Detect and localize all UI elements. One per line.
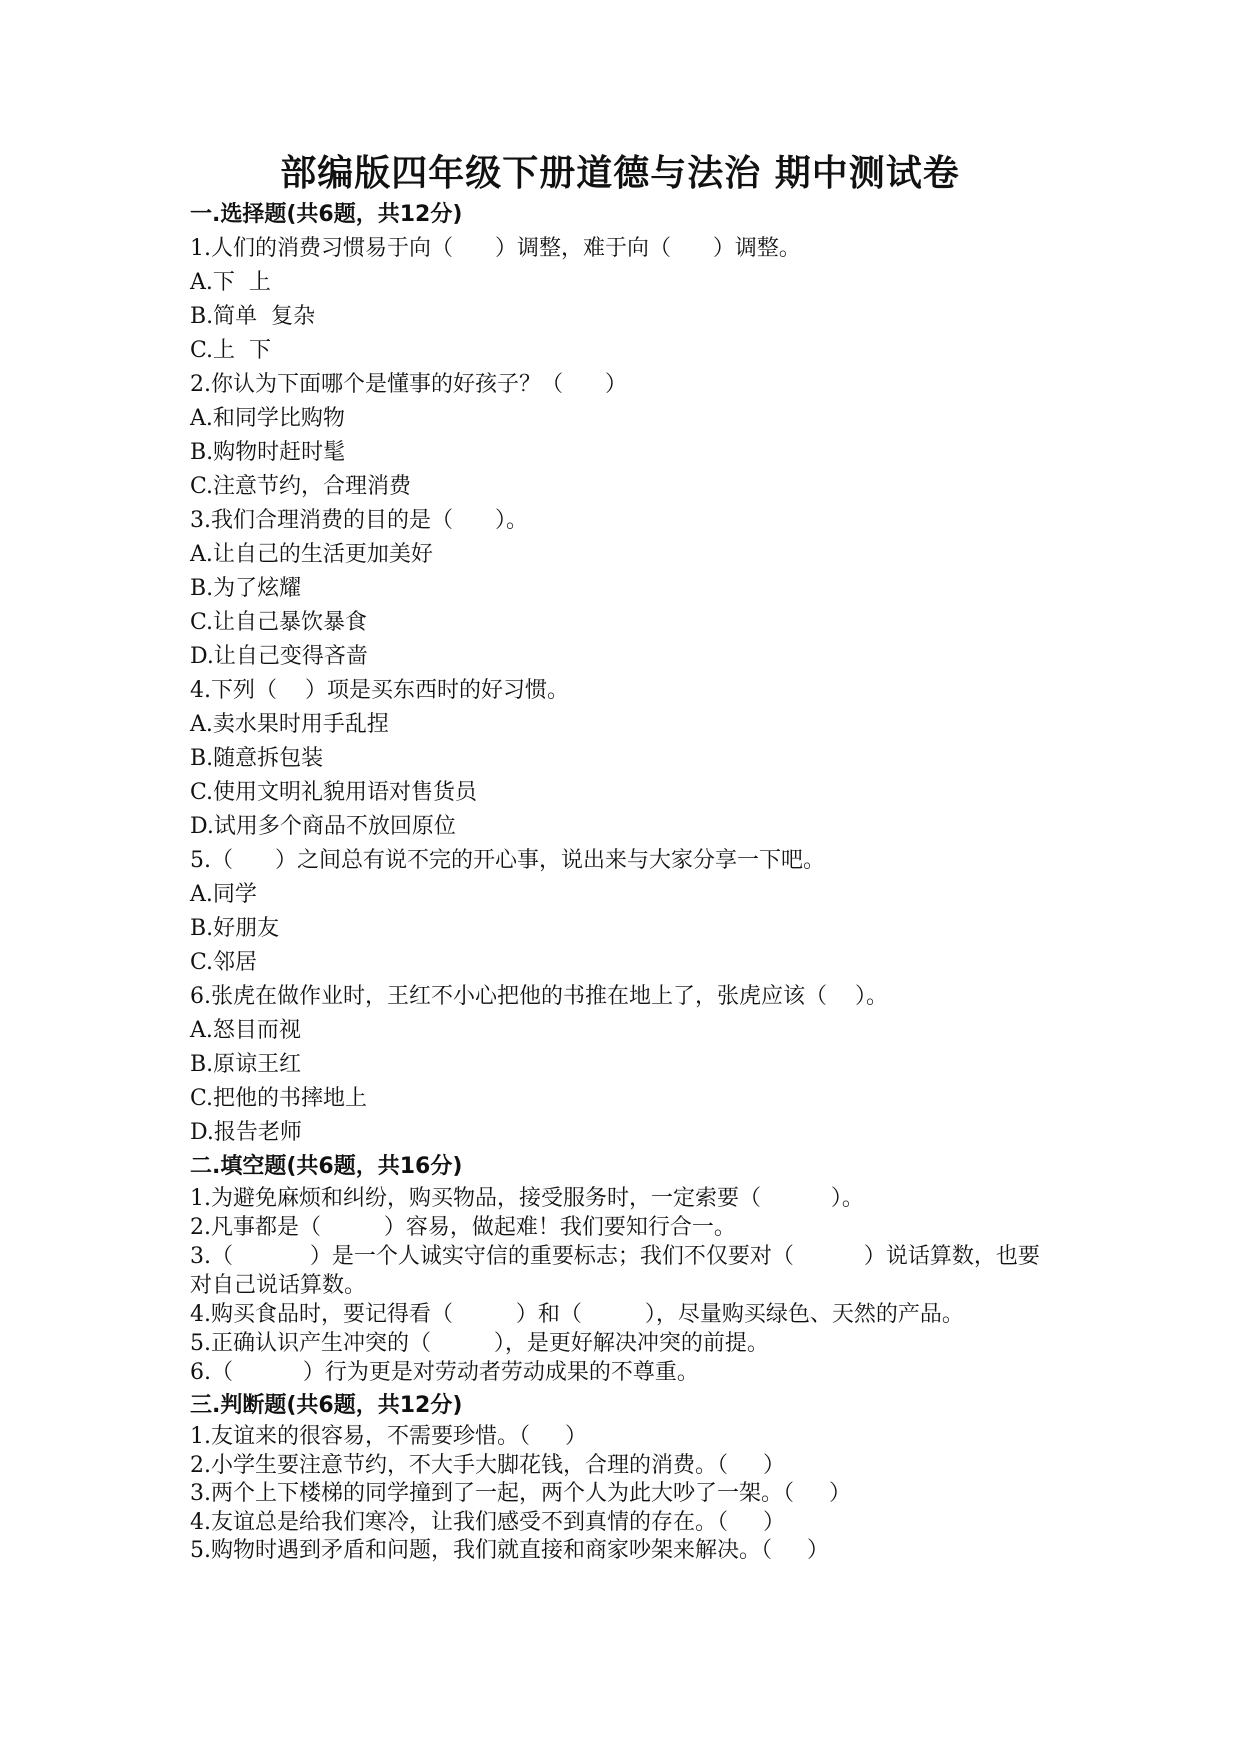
section-fill-blank — [190, 1150, 1050, 1387]
option-c: C.把他的书摔地上 — [190, 1086, 368, 1111]
fill-item: 3.（ ）是一个人诚实守信的重要标志；我们不仅要对（ ）说话算数，也要对自己说话算数。 — [190, 1244, 1040, 1298]
option-b: B.为了炫耀 — [190, 576, 302, 601]
option-c: C.让自己暴饮暴食 — [190, 610, 368, 635]
option-c: C.上 下 — [190, 338, 272, 363]
question-stem: 1.人们的消费习惯易于向（ ）调整，难于向（ ）调整。 — [190, 236, 801, 261]
judge-item: 2.小学生要注意节约，不大手大脚花钱，合理的消费。（ ） — [190, 1452, 785, 1478]
question — [190, 232, 1050, 368]
fill-item: 6.（ ）行为更是对劳动者劳动成果的不尊重。 — [190, 1360, 699, 1385]
option-a: A.和同学比购物 — [190, 406, 345, 431]
question — [190, 844, 1050, 980]
option-a: A.卖水果时用手乱捏 — [190, 712, 389, 737]
option-b: B.随意拆包装 — [190, 746, 324, 771]
option-b: B.购物时赶时髦 — [190, 440, 346, 465]
option-b: B.简单 复杂 — [190, 304, 316, 329]
option-b: B.原谅王红 — [190, 1052, 302, 1077]
question-stem: 3.我们合理消费的目的是（ ）。 — [190, 508, 528, 533]
question-stem: 5.（ ）之间总有说不完的开心事，说出来与大家分享一下吧。 — [190, 848, 825, 873]
option-a: A.让自己的生活更加美好 — [190, 542, 433, 567]
judge-item: 5.购物时遇到矛盾和问题，我们就直接和商家吵架来解决。（ ） — [190, 1538, 829, 1563]
question-stem: 6.张虎在做作业时，王红不小心把他的书推在地上了，张虎应该（ ）。 — [190, 984, 888, 1009]
fill-item: 1.为避免麻烦和纠纷，购买物品，接受服务时，一定索要（ ）。 — [190, 1186, 864, 1211]
fill-item: 5.正确认识产生冲突的（ ），是更好解决冲突的前提。 — [190, 1331, 769, 1356]
question — [190, 674, 1050, 844]
section-heading: 一.选择题(共6题，共12分) — [190, 202, 463, 227]
section-heading: 二.填空题(共6题，共16分) — [190, 1154, 463, 1179]
question — [190, 980, 1050, 1150]
question — [190, 368, 1050, 504]
judge-item: 4.友谊总是给我们寒冷，让我们感受不到真情的存在。（ ） — [190, 1509, 785, 1535]
question-stem: 2.你认为下面哪个是懂事的好孩子？（ ） — [190, 372, 627, 397]
option-d: D.试用多个商品不放回原位 — [190, 814, 456, 839]
option-d: D.让自己变得吝啬 — [190, 644, 368, 669]
option-c: C.邻居 — [190, 950, 258, 975]
fill-item: 4.购买食品时，要记得看（ ）和（ ），尽量购买绿色、天然的产品。 — [190, 1302, 964, 1327]
question-stem: 4.下列（ ）项是买东西时的好习惯。 — [190, 678, 569, 703]
judge-item: 3.两个上下楼梯的同学撞到了一起，两个人为此大吵了一架。（ ） — [190, 1481, 851, 1506]
option-b: B.好朋友 — [190, 916, 280, 941]
option-a: A.下 上 — [190, 270, 271, 295]
section-heading: 三.判断题(共6题，共12分) — [190, 1393, 463, 1418]
option-c: C.使用文明礼貌用语对售货员 — [190, 780, 478, 805]
exam-content — [190, 198, 1050, 1566]
option-c: C.注意节约，合理消费 — [190, 474, 412, 499]
question — [190, 504, 1050, 674]
page-title: 部编版四年级下册道德与法治 期中测试卷 — [280, 153, 960, 194]
fill-item: 2.凡事都是（ ）容易，做起难！我们要知行合一。 — [190, 1215, 736, 1240]
section-true-false — [190, 1389, 1050, 1566]
option-a: A.怒目而视 — [190, 1018, 301, 1043]
option-a: A.同学 — [190, 882, 257, 907]
option-d: D.报告老师 — [190, 1120, 302, 1145]
judge-item: 1.友谊来的很容易，不需要珍惜。（ ） — [190, 1424, 587, 1449]
section-choice — [190, 198, 1050, 1150]
